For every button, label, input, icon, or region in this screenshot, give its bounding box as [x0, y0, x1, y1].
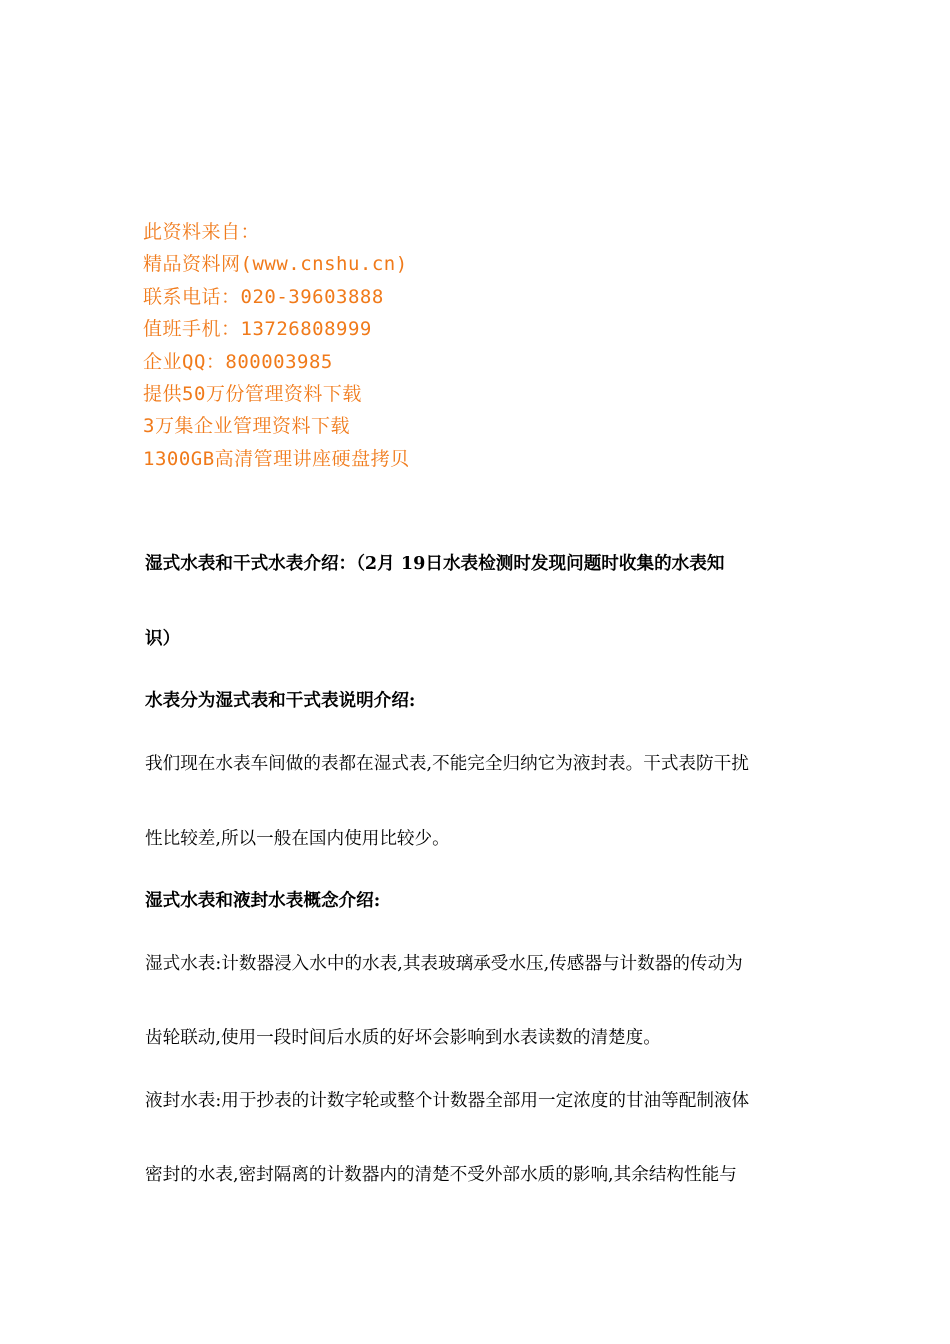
source-line-qq: 企业QQ：800003985 — [143, 350, 333, 373]
paragraph-wet-meter-line-1: 湿式水表:计数器浸入水中的水表,其表玻璃承受水压,传感器与计数器的传动为 — [145, 954, 743, 974]
source-line-phone: 联系电话：020-39603888 — [143, 285, 384, 308]
paragraph-wet-dry-line-2: 性比较差,所以一般在国内使用比较少。 — [145, 829, 450, 849]
source-line-offer-3: 1300GB高清管理讲座硬盘拷贝 — [143, 447, 410, 470]
article-title-line-2: 识） — [145, 628, 181, 649]
paragraph-wet-meter-line-2: 齿轮联动,使用一段时间后水质的好坏会影响到水表读数的清楚度。 — [145, 1028, 661, 1048]
paragraph-sealed-meter-line-1: 液封水表:用于抄表的计数字轮或整个计数器全部用一定浓度的甘油等配制液体 — [145, 1091, 750, 1111]
source-line-mobile: 值班手机：13726808999 — [143, 318, 372, 341]
source-line-offer-1: 提供50万份管理资料下载 — [143, 382, 362, 405]
source-line-offer-2: 3万集企业管理资料下载 — [143, 415, 350, 438]
article-title-line-1: 湿式水表和干式水表介绍：（2月 19日水表检测时发现问题时收集的水表知 — [145, 553, 725, 574]
source-info-block — [143, 216, 743, 475]
source-line-from: 此资料来自： — [143, 221, 261, 243]
section-heading-wet-sealed: 湿式水表和液封水表概念介绍: — [145, 890, 381, 911]
source-line-website: 精品资料网(www.cnshu.cn) — [143, 253, 408, 276]
paragraph-sealed-meter-line-2: 密封的水表,密封隔离的计数器内的清楚不受外部水质的影响,其余结构性能与 — [145, 1165, 737, 1185]
paragraph-wet-dry-line-1: 我们现在水表车间做的表都在湿式表,不能完全归纳它为液封表。干式表防干扰 — [145, 754, 749, 774]
section-heading-wet-dry: 水表分为湿式表和干式表说明介绍: — [145, 690, 416, 711]
